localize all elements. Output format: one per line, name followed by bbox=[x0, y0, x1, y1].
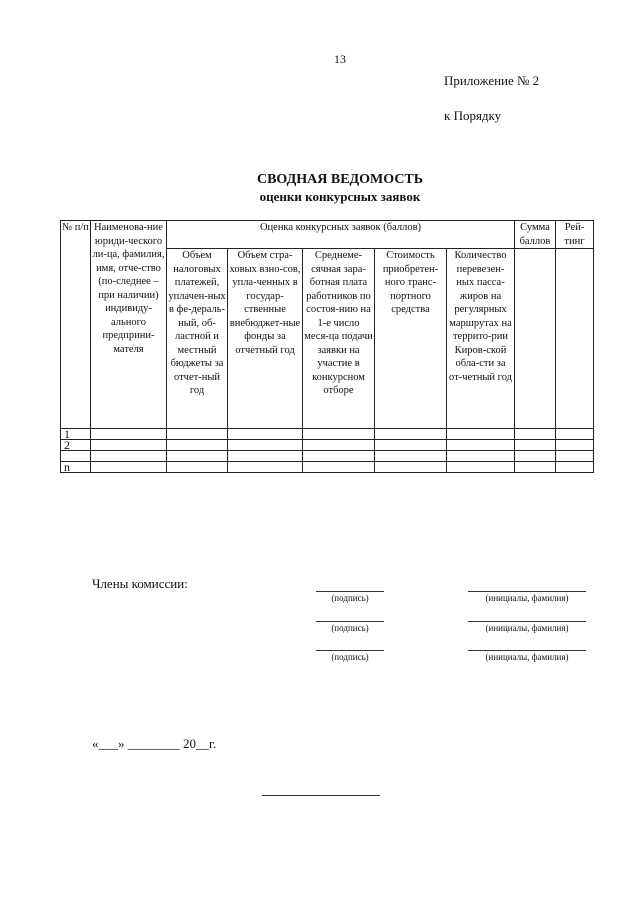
table-row bbox=[61, 451, 594, 462]
header-insurance-contributions: Объем стра-ховых взно-сов, упла-ченных в государ-ственные внебюджет-ные фонды за отчетный год bbox=[228, 249, 303, 429]
header-applicant-name: Наименова-ние юриди-ческого ли-ца, фамилия, имя, отче-ство (по-следнее – при наличии) индивиду-ального предприни-мателя bbox=[91, 221, 167, 429]
signature-line bbox=[316, 650, 384, 651]
initials-caption: (инициалы, фамилия) bbox=[485, 652, 569, 662]
initials-line bbox=[468, 650, 586, 651]
row-number: n bbox=[61, 462, 91, 473]
appendix-label: Приложение № 2 bbox=[444, 73, 540, 88]
table-row bbox=[61, 462, 594, 473]
row-number: 2 bbox=[61, 440, 91, 451]
signature-caption: (подпись) bbox=[331, 593, 369, 603]
document-subtitle: оценки конкурсных заявок bbox=[259, 189, 421, 204]
signature-line bbox=[316, 591, 384, 592]
table-row bbox=[61, 440, 594, 451]
header-average-salary: Среднеме-сячная зара-ботная плата работников по состоя-нию на 1-е число меся-ца подачи заявки на участие в конкурсном отборе bbox=[303, 249, 375, 429]
commission-members-label: Члены комиссии: bbox=[92, 576, 188, 591]
header-total-score: Сумма баллов bbox=[515, 221, 556, 249]
summary-table bbox=[60, 220, 594, 473]
document-title: СВОДНАЯ ВЕДОМОСТЬ bbox=[256, 172, 424, 187]
header-vehicle-cost: Стоимость приобретен-ного транс-портного средства bbox=[375, 249, 447, 429]
row-number bbox=[61, 451, 91, 462]
signature-caption: (подпись) bbox=[331, 623, 369, 633]
header-rating: Рей-тинг bbox=[556, 221, 594, 249]
header-rating-empty bbox=[556, 249, 594, 429]
order-reference: к Порядку bbox=[444, 108, 502, 123]
header-number: № п/п bbox=[61, 221, 91, 429]
signature-line bbox=[316, 621, 384, 622]
header-passengers-count: Количество перевезен-ных пасса-жиров на регулярных маршрутах на террито-рии Киров-ской обла-сти за от-четный год bbox=[447, 249, 515, 429]
date-field: «___» ________ 20__г. bbox=[92, 736, 217, 751]
bottom-signature-line bbox=[262, 795, 380, 796]
table-row bbox=[61, 429, 594, 440]
header-evaluation-group: Оценка конкурсных заявок (баллов) bbox=[167, 221, 515, 249]
initials-line bbox=[468, 591, 586, 592]
header-tax-payments: Объем налоговых платежей, уплачен-ных в фе-дераль-ный, об-ластной и местный бюджеты за отчет-ный год bbox=[167, 249, 228, 429]
page-number: 13 bbox=[334, 52, 346, 66]
initials-line bbox=[468, 621, 586, 622]
header-total-score-empty bbox=[515, 249, 556, 429]
initials-caption: (инициалы, фамилия) bbox=[485, 623, 569, 633]
row-number: 1 bbox=[61, 429, 91, 440]
signature-caption: (подпись) bbox=[331, 652, 369, 662]
initials-caption: (инициалы, фамилия) bbox=[485, 593, 569, 603]
